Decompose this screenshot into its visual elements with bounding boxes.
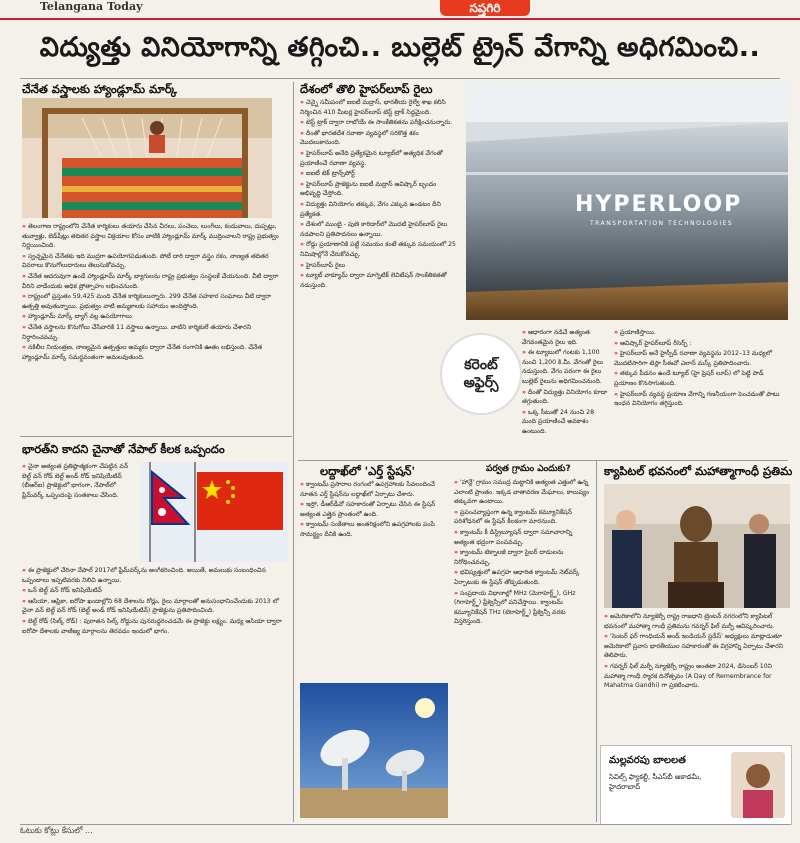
history-para: » ప్రయాణిస్తాయి. <box>614 328 788 338</box>
section-divider-mid <box>298 460 788 461</box>
village-para: » క్వాంటమ్ కీ డిస్ట్రిబ్యూషన్ ద్వారా సమాచారాన్ని అత్యంత భద్రంగా పంపవచ్చు. <box>454 528 592 547</box>
hyperloop-subhead: » హైపర్‌లూప్ రైలు <box>300 261 458 271</box>
current-affairs-badge <box>440 333 522 415</box>
nepal-body-top <box>22 462 137 562</box>
author-name: మల్లవరపు బాలలత <box>609 755 686 766</box>
handloom-body <box>22 222 287 432</box>
hyperloop-cont-para: » ఒక్క సీటుతో 24 నుంచి 28 మంది ప్రయాణించే అవకాశం ఉంటుంది. <box>522 408 610 437</box>
mountain-village-title: పర్వత గ్రామం ఎందుకు? <box>486 464 571 474</box>
hyperloop-para: » హైపర్‌లూప్ అనేది ప్రత్యేకమైన ట్యూబ్‌లో అత్యధిక వేగంతో ప్రయాణించే రవాణా వ్యవస్థ. <box>300 149 458 168</box>
gandhi-para: » 'సెంటర్ ఫర్ గాంధియన్ అండ్ ఇండియన్ స్టడీస్' అధ్యక్షులు మాట్లాడుతూ అమెరికాలో ప్రవాస భారతీయుల సహకారంతో ఈ విగ్రహాన్ని ఏర్పాటు చేశారని తెలిపారు. <box>604 632 790 661</box>
village-para: » క్వాంటమ్ టెక్నాలజీ ద్వారా సైబర్ దాడులను నిరోధించవచ్చు. <box>454 548 592 567</box>
author-photo <box>731 752 785 818</box>
nepal-subhead: » ఒన్ బెల్ట్ వన్ రోడ్ ఇనిషియేటివ్ <box>22 586 287 596</box>
earth-para: » క్వాంటమ్ ప్రసారాల రంగంలో ఉపగ్రహాలకు సేవలందించే నూతన ఎర్త్ స్టేషన్‌ను లద్దాఖ్‌లో ఏర్పాటు చేశారు. <box>300 480 450 499</box>
earth-para: » క్వాంటమ్ సంకేతాలు అంతరిక్షంలోని ఉపగ్రహాలకు పంపే సామర్థ్యం దీనికి ఉంది. <box>300 520 450 539</box>
gandhi-title: క్యాపిటల్ భవనంలో మహాత్మాగాంధీ ప్రతిమ <box>604 464 793 478</box>
earth-station-photo <box>300 683 448 818</box>
handloom-subhead: » హ్యాండ్లూమ్ మార్క్ బ్యాగ్ వల్ల ఉపయోగాలు <box>22 312 287 322</box>
paper-name: Telangana Today <box>40 0 143 13</box>
village-para: » భవిష్యత్తులో ఉపగ్రహ ఆధారిత క్వాంటమ్ నెట్‌వర్క్ ఏర్పాటుకు ఈ స్టేషన్ తోడ్పడుతుంది. <box>454 568 592 587</box>
hyperloop-subhead: » ఐఐటీ టెక్ ట్రాన్స్‌పోర్ట్ <box>300 169 458 179</box>
hyperloop-para: » దీంతో భారతదేశ రవాణా వ్యవస్థలో సరికొత్త శకం మొదలుకానుంది. <box>300 129 458 148</box>
hyperloop-para: » హైపర్‌లూప్ ప్రాజెక్టును ఐఐటీ మద్రాస్ ఆవిష్కార్ బృందం అభివృద్ధి చేస్తోంది. <box>300 180 458 199</box>
handloom-para: » చేనేత ఆదరువుగా ఉండే హ్యాండ్లూమ్ మార్క్ బ్యాగులను రాష్ట్ర ప్రభుత్వం సంస్థలకే చేయనుంది. వీటి ద్వారా వీరిని వాడేందుకు అధిక ప్రోత్సాహం లభించనుంది. <box>22 272 287 291</box>
hyperloop-title: దేశంలో తొలి హైపర్‌లూప్ రైలు <box>300 82 433 96</box>
history-para: » హైపర్‌లూప్ అనే హైస్పీడ్ రవాణా వ్యవస్థను 2012–13 మధ్యలో మొదటిసారిగా టెస్లా సీఈవో ఎలాన్ మస్క్ ప్రతిపాదించారు. <box>614 349 788 368</box>
footer-teaser: ఓటుకు కోట్లు కేసులో ... <box>20 826 93 835</box>
mountain-village-body <box>454 478 592 822</box>
hyperloop-para: » విద్యుత్తు వినియోగం తక్కువ, వేగం ఎక్కువ ఉండటం దీని ప్రత్యేకత. <box>300 200 458 219</box>
handloom-title: చేనేత వస్త్రాలకు హ్యాండ్లూమ్ మార్క్ <box>22 82 178 96</box>
author-desc: సివిల్స్ ఫ్యాకల్టీ, సీఎస్‌బీ అకాడమీ, హైదరాబాద్ <box>609 773 702 791</box>
earth-station-body <box>300 480 450 680</box>
village-para: » సంప్రదాయ విధానాల్లో MHz (మెగాహెర్ట్జ్), GHz (గిగాహెర్ట్జ్) ఫ్రీక్వెన్సీలో పనిచేస్తాయి. క్వాంటమ్ కమ్యూనికేషన్ THz (టెరాహెర్ట్జ్) ఫ్రీక్వెన్సీ వరకు విస్తరిస్తుంది. <box>454 589 592 627</box>
nepal-para: » బెల్ట్ రోడ్ (సిల్క్ రోడ్) : పురాతన సిల్క్ రోడ్డును పునరుద్ధరించడమే ఈ ప్రాజెక్టు లక్ష్యం. మధ్య ఆసియా ద్వారా ఐరోపా దేశాలకు వాణిజ్య మార్గాలను తెరవడం ఇందులో భాగం. <box>22 617 287 636</box>
hyperloop-para: » రోడ్డు ప్రయాణానికి పట్టే సమయం కంటే తక్కువ సమయంలో 25 నిమిషాల్లోనే చేరుకోవచ్చు. <box>300 240 458 259</box>
nepal-body <box>22 566 287 822</box>
hyperloop-para: » టెస్ట్ ట్రాక్ ద్వారా రాబోయే ఈ సాంకేతికతను పరీక్షించనున్నారు. <box>300 118 458 128</box>
hyperloop-para: » చెన్నై సమీపంలో ఐఐటీ మద్రాస్, భారతీయ రైల్వే శాఖ కలిసి నిర్మించిన 410 మీటర్ల హైపర్‌లూప్ టెస్ట్ ట్రాక్ సిద్ధమైంది. <box>300 98 458 117</box>
gandhi-para: » అమెరికాలోని న్యూజెర్సీ రాష్ట్ర రాజధాని ట్రెంటన్ నగరంలోని క్యాపిటల్ భవనంలో మహాత్మా గాంధీ ప్రతిమను గవర్నర్ ఫిల్ మర్ఫీ ఆవిష్కరించారు. <box>604 612 790 631</box>
village-para: » 'హాన్లే' గ్రామం సముద్ర మట్టానికి అత్యంత ఎత్తులో ఉన్న ఎలాంటి ప్రాంతం. ఇక్కడ వాతావరణ మేఘాలు, కాలుష్యం తక్కువగా ఉంటాయి. <box>454 478 592 507</box>
top-divider <box>20 78 780 79</box>
history-para: » హైపర్‌లూప్ వ్యవస్థ ప్రయాణ వేగాన్ని గణనీయంగా పెంచడంతో పాటు ఇంధన వినియోగం తగ్గిస్తుంది. <box>614 390 788 409</box>
nepal-china-flags <box>140 462 288 562</box>
hyperloop-logo: HYPERLOOP <box>575 192 743 217</box>
page-headline: విద్యుత్తు వినియోగాన్ని తగ్గించి.. బుల్లెట్ ట్రైన్ వేగాన్ని అధిగమించి.. <box>39 32 761 63</box>
gandhi-statue-photo <box>604 484 790 608</box>
handloom-para: » తెలంగాణ రాష్ట్రంలోని చేనేత కార్మికులు తయారు చేసిన చీరలు, పంచెలు, లుంగీలు, కండువాలు, దుప్పట్లు, తువ్వాళ్లు, బెడ్‌షీట్లు తదితర వస్త్రాల విక్రయాల కోసం వాటికి హ్యాండ్లూమ్ మార్క్ ముద్రించాలని రాష్ట్ర ప్రభుత్వం నిర్ణయించింది. <box>22 222 287 251</box>
column-divider-1 <box>293 82 294 822</box>
hyperloop-para: » ట్యూబ్ వాక్యూమ్ ద్వారా మాగ్నెటిక్ లెవిటేషన్ సాంకేతికతతో నడుస్తుంది. <box>300 271 458 290</box>
earth-para: » ఇస్రో, డీఆర్‌డీవో సహకారంతో ఏర్పాటు చేసిన ఈ స్టేషన్ అత్యంత ఎత్తైన ప్రాంతంలో ఉంది. <box>300 500 450 519</box>
hyperloop-cont-para: » ఆధారంగా నడిచే అత్యంత వేగవంతమైన రైలు ఇది. <box>522 328 610 347</box>
hyperloop-logo-sub: TRANSPORTATION TECHNOLOGIES <box>590 220 734 227</box>
nepal-para: » ఈ ప్రాజెక్టులో చేరినా నేపాల్ 2017లో ఫ్రేమ్‌వర్క్‌ను అంగీకరించింది. అయితే, అమలుకు సంబంధించిన ఒప్పందాలు ఇప్పటివరకు నిలిచి ఉన్నాయి. <box>22 566 287 585</box>
column-divider-3 <box>596 460 597 822</box>
nepal-para: » చైనా అత్యంత ప్రతిష్ఠాత్మకంగా చేపట్టిన వన్ బెల్ట్ వన్ రోడ్ బెల్ట్ అండ్ రోడ్ ఇనిషియేటివ్ (బీఆర్ఐ) ప్రాజెక్టులో భాగంగా, నేపాల్‌లో ఫ్రేమ్‌వర్క్ ఒప్పందంపై సంతకాలు చేసింది. <box>22 462 137 500</box>
author-box <box>600 745 792 825</box>
handloom-para: » నకిలీల నియంత్రణ, నాణ్యమైన ఉత్పత్తుల అమ్మకం ద్వారా చేనేత రంగానికి ఊతం లభిస్తుంది. చేనేత హ్యాండ్లూమ్ మార్క్ సమర్థవంతంగా అమలవుతుంది. <box>22 343 287 362</box>
hyperloop-cont-para: » ఈ ట్యూబులో గంటకు 1,100 నుంచి 1,200 కి.మీ. వేగంతో రైలు నడుస్తుంది. వేగం పరంగా ఈ రైలు బుల్లెట్ రైలును అధిగమించనుంది. <box>522 348 610 386</box>
section-logo: సప్తగిరి <box>440 0 530 16</box>
bottom-divider <box>20 824 790 825</box>
hyperloop-body <box>300 98 458 456</box>
hyperloop-cont-para: » దీంతో విద్యుత్తు వినియోగం కూడా తగ్గుతుంది. <box>522 388 610 407</box>
handloom-para: » స్వచ్ఛమైన చేనేతకు ఇది ముద్రగా ఉపయోగపడుతుంది. పోటీ దారి ద్వారా వస్త్రం రకం, నాణ్యత తదితర వివరాలు కొనుగోలుదారులు తెలుసుకోవచ్చు. <box>22 252 287 271</box>
history-subhead: » ఆవిష్కార్ హైపర్‌లూప్ రీసెర్చ్ : <box>614 339 788 349</box>
gandhi-body <box>604 612 790 742</box>
handloom-para: » రాష్ట్రంలో ప్రస్తుతం 59,425 మంది చేనేత కార్మికులున్నారు. 299 చేనేత సహకార సంఘాలు వీటి ద్వారా ఉత్పత్తి అవుతున్నాయి. ప్రభుత్వం వాటి అమ్మకాలకు సహాయం అందిస్తోంది. <box>22 292 287 311</box>
nepal-para: » ఆసియా, ఆఫ్రికా, ఐరోపా ఖండాల్లోని 68 దేశాలను రోడ్లు, రైలు మార్గాలతో అనుసంధానించేందుకు 2013 లో చైనా వన్ బెల్ట్ వన్ రోడ్ (బెల్ట్ అండ్ రోడ్ ఇనిషియేటివ్) ప్రాజెక్టును ప్రతిపాదించింది. <box>22 597 287 616</box>
section-divider-col1 <box>20 436 292 437</box>
badge-line-2: అఫైర్స్ <box>463 375 499 391</box>
hyperloop-cont-body <box>522 328 610 458</box>
handloom-photo <box>22 98 272 218</box>
history-para: » తక్కువ పీడనం ఉండే ట్యూబ్ (హై ప్రెషర్ లూప్) లో పెట్టి పాడ్ ప్రయాణం కొనసాగుతుంది. <box>614 369 788 388</box>
nepal-china-title: భారత్‌ని కాదని చైనాతో నేపాల్ కీలక ఒప్పందం <box>22 442 225 456</box>
hyperloop-para: » దేశంలో ముంబై - పుణె కారిడార్‌లో మొదటి హైపర్‌లూప్ రైలు నడపాలని ప్రతిపాదనలు ఉన్నాయి. <box>300 220 458 239</box>
gandhi-para: » గవర్నర్ ఫిల్ మర్ఫీ న్యూజెర్సీ రాష్ట్రం అంతటా 2024, డిసెంబర్ 10ని మహాత్మా గాంధీ స్మారక దినోత్సవం (A Day of Remembrance for Mahatma Gandhi) గా ప్రకటించారు. <box>604 662 790 691</box>
badge-line-1: కరెంట్ <box>464 357 498 373</box>
handloom-para: » చేనేత వస్త్రాలను కొనుగోలు చేసేవారికి 11 వస్త్రాలు ఉన్నాయి. వాటిని కార్మికులే తయారు చేశారని నిర్ధారించవచ్చు. <box>22 323 287 342</box>
earth-station-title: లద్దాఖ్‌లో 'ఎర్త్ స్టేషన్' <box>320 464 416 478</box>
village-para: » ప్రపంచవ్యాప్తంగా ఉన్న క్వాంటమ్ కమ్యూనికేషన్ పరిశోధనలో ఈ స్టేషన్ కీలకంగా మారనుంది. <box>454 508 592 527</box>
hyperloop-history-body <box>614 328 788 458</box>
